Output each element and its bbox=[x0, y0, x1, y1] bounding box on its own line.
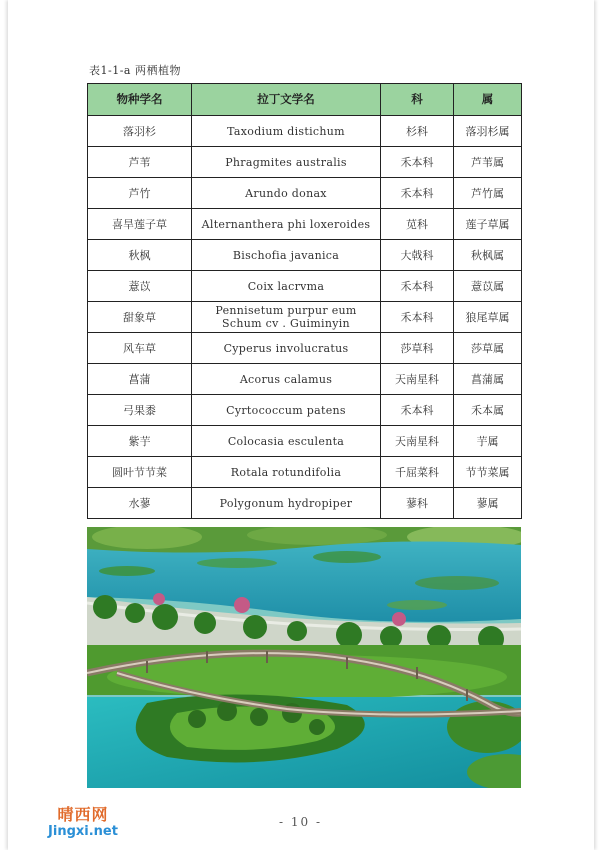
cell-latin-name: Cyrtococcum patens bbox=[192, 395, 381, 426]
cell-latin-name: Rotala rotundifolia bbox=[192, 457, 381, 488]
cell-family: 禾本科 bbox=[381, 271, 454, 302]
cell-species-name: 芦苇 bbox=[88, 147, 192, 178]
watermark-en: Jingxi.net bbox=[48, 824, 118, 839]
cell-genus: 秋枫属 bbox=[454, 240, 522, 271]
page-number: - 10 - bbox=[278, 815, 322, 829]
cell-genus: 落羽杉属 bbox=[454, 116, 522, 147]
cell-latin-name: Acorus calamus bbox=[192, 364, 381, 395]
cell-latin-name: Polygonum hydropiper bbox=[192, 488, 381, 519]
header-species-name: 物种学名 bbox=[88, 84, 192, 116]
cell-genus: 薏苡属 bbox=[454, 271, 522, 302]
cell-latin-name: Coix lacrvma bbox=[192, 271, 381, 302]
cell-genus: 禾本属 bbox=[454, 395, 522, 426]
cell-species-name: 圆叶节节菜 bbox=[88, 457, 192, 488]
cell-family: 苋科 bbox=[381, 209, 454, 240]
table-row bbox=[88, 364, 522, 395]
cell-family: 禾本科 bbox=[381, 395, 454, 426]
table-caption: 表1-1-a 两栖植物 bbox=[89, 64, 181, 77]
cell-latin-name: Cyperus involucratus bbox=[192, 333, 381, 364]
cell-latin-name: Taxodium distichum bbox=[192, 116, 381, 147]
cell-species-name: 弓果黍 bbox=[88, 395, 192, 426]
cell-species-name: 甜象草 bbox=[88, 302, 192, 333]
cell-family: 蓼科 bbox=[381, 488, 454, 519]
cell-latin-name: Pennisetum purpur eum Schum cv . Guiminyin bbox=[192, 302, 381, 333]
cell-species-name: 薏苡 bbox=[88, 271, 192, 302]
cell-genus: 节节菜属 bbox=[454, 457, 522, 488]
table-row bbox=[88, 271, 522, 302]
table-row bbox=[88, 302, 522, 333]
table-row bbox=[88, 457, 522, 488]
table-row bbox=[88, 333, 522, 364]
cell-family: 禾本科 bbox=[381, 302, 454, 333]
cell-family: 千屈菜科 bbox=[381, 457, 454, 488]
cell-family: 杉科 bbox=[381, 116, 454, 147]
table-row bbox=[88, 240, 522, 271]
table-row bbox=[88, 488, 522, 519]
table-header-row bbox=[88, 84, 522, 116]
table-row bbox=[88, 209, 522, 240]
cell-genus: 芦竹属 bbox=[454, 178, 522, 209]
cell-species-name: 水蓼 bbox=[88, 488, 192, 519]
cell-genus: 菖蒲属 bbox=[454, 364, 522, 395]
cell-family: 大戟科 bbox=[381, 240, 454, 271]
cell-species-name: 菖蒲 bbox=[88, 364, 192, 395]
table-row bbox=[88, 178, 522, 209]
cell-genus: 莲子草属 bbox=[454, 209, 522, 240]
cell-family: 天南星科 bbox=[381, 426, 454, 457]
header-genus: 属 bbox=[454, 84, 522, 116]
cell-species-name: 芦竹 bbox=[88, 178, 192, 209]
cell-family: 禾本科 bbox=[381, 178, 454, 209]
cell-latin-name: Bischofia javanica bbox=[192, 240, 381, 271]
cell-genus: 芋属 bbox=[454, 426, 522, 457]
cell-species-name: 喜旱莲子草 bbox=[88, 209, 192, 240]
cell-family: 天南星科 bbox=[381, 364, 454, 395]
cell-genus: 芦苇属 bbox=[454, 147, 522, 178]
table-row bbox=[88, 116, 522, 147]
cell-genus: 莎草属 bbox=[454, 333, 522, 364]
cell-species-name: 风车草 bbox=[88, 333, 192, 364]
header-family: 科 bbox=[381, 84, 454, 116]
plant-table bbox=[87, 83, 522, 519]
table-row bbox=[88, 395, 522, 426]
cell-family: 禾本科 bbox=[381, 147, 454, 178]
cell-species-name: 落羽杉 bbox=[88, 116, 192, 147]
cell-latin-name: Colocasia esculenta bbox=[192, 426, 381, 457]
header-latin-name: 拉丁文学名 bbox=[192, 84, 381, 116]
cell-latin-name: Phragmites australis bbox=[192, 147, 381, 178]
watermark-cn: 晴西网 bbox=[57, 805, 109, 824]
cell-species-name: 秋枫 bbox=[88, 240, 192, 271]
table-row bbox=[88, 147, 522, 178]
table-row bbox=[88, 426, 522, 457]
wetland-park-photo bbox=[87, 527, 521, 788]
cell-genus: 狼尾草属 bbox=[454, 302, 522, 333]
cell-family: 莎草科 bbox=[381, 333, 454, 364]
cell-latin-name: Arundo donax bbox=[192, 178, 381, 209]
cell-species-name: 紫芋 bbox=[88, 426, 192, 457]
cell-genus: 蓼属 bbox=[454, 488, 522, 519]
cell-latin-name: Alternanthera phi loxeroides bbox=[192, 209, 381, 240]
